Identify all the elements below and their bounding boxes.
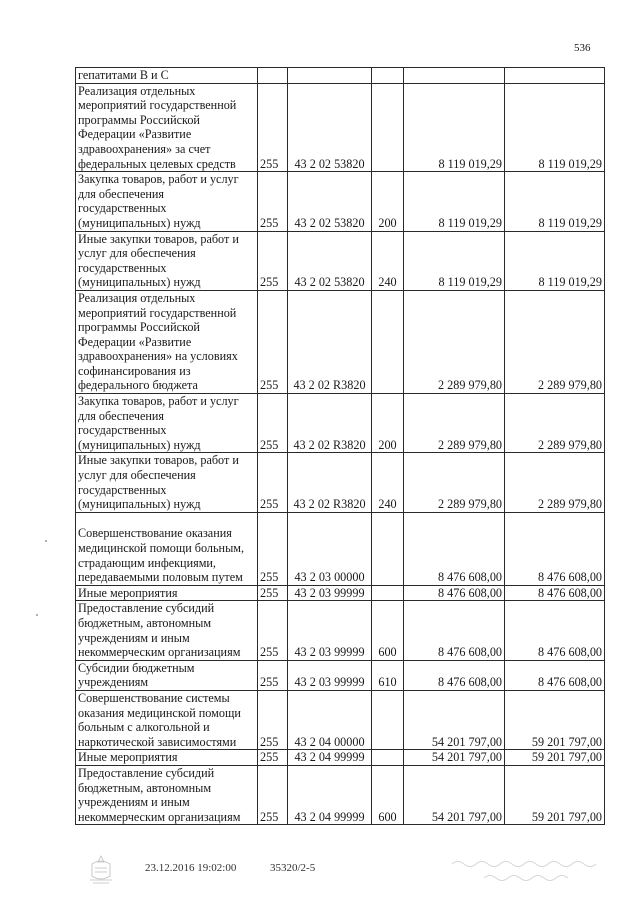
cell-name: Иные мероприятия	[76, 750, 258, 766]
cell-sum1: 8 119 019,29	[404, 231, 505, 290]
cell-sum2: 8 119 019,29	[505, 172, 605, 231]
cell-name: гепатитами В и С	[76, 68, 258, 84]
cell-name: Иные мероприятия	[76, 585, 258, 601]
cell-sum2: 59 201 797,00	[505, 690, 605, 749]
cell-ved: 255	[258, 172, 288, 231]
cell-vr: 610	[372, 660, 404, 690]
cell-vr	[372, 750, 404, 766]
cell-ved: 255	[258, 585, 288, 601]
cell-sum1: 8 476 608,00	[404, 585, 505, 601]
cell-code: 43 2 03 00000	[288, 512, 372, 585]
table-row	[76, 83, 605, 172]
cell-ved	[258, 68, 288, 84]
table-row	[76, 512, 605, 585]
table-row	[76, 585, 605, 601]
cell-ved: 255	[258, 601, 288, 660]
cell-ved: 255	[258, 690, 288, 749]
cell-vr	[372, 83, 404, 172]
cell-ved: 255	[258, 231, 288, 290]
cell-vr: 240	[372, 231, 404, 290]
cell-ved: 255	[258, 394, 288, 453]
cell-vr: 600	[372, 765, 404, 824]
cell-name: Предоставление субсидий бюджетным, автономным учреждениям и иным некоммерческим организациям	[76, 601, 258, 660]
cell-sum1: 8 476 608,00	[404, 512, 505, 585]
cell-name: Субсидии бюджетным учреждениям	[76, 660, 258, 690]
cell-name: Реализация отдельных мероприятий государственной программы Российской Федерации «Развитие здравоохранения» на условиях софинансирования из федерального бюджета	[76, 290, 258, 393]
cell-sum2: 8 476 608,00	[505, 601, 605, 660]
footer-doc-code: 35320/2-5	[270, 862, 316, 874]
cell-name: Иные закупки товаров, работ и услуг для обеспечения государственных (муниципальных) нужд	[76, 231, 258, 290]
cell-sum1: 2 289 979,80	[404, 394, 505, 453]
cell-vr	[372, 690, 404, 749]
cell-name: Реализация отдельных мероприятий государственной программы Российской Федерации «Развитие здравоохранения» за счет федеральных целевых средств	[76, 83, 258, 172]
cell-sum1: 2 289 979,80	[404, 290, 505, 393]
cell-sum1: 8 119 019,29	[404, 172, 505, 231]
table-row	[76, 453, 605, 512]
margin-mark	[45, 540, 47, 542]
cell-name: Предоставление субсидий бюджетным, автономным учреждениям и иным некоммерческим организациям	[76, 765, 258, 824]
cell-vr	[372, 585, 404, 601]
table-row	[76, 660, 605, 690]
table-row	[76, 68, 605, 84]
cell-code	[288, 68, 372, 84]
cell-name: Закупка товаров, работ и услуг для обеспечения государственных (муниципальных) нужд	[76, 172, 258, 231]
cell-sum1: 8 476 608,00	[404, 601, 505, 660]
cell-sum1	[404, 68, 505, 84]
table-row	[76, 394, 605, 453]
cell-code: 43 2 03 99999	[288, 601, 372, 660]
cell-sum1: 54 201 797,00	[404, 690, 505, 749]
cell-vr	[372, 68, 404, 84]
cell-ved: 255	[258, 453, 288, 512]
cell-vr: 200	[372, 172, 404, 231]
cell-vr: 240	[372, 453, 404, 512]
cell-code: 43 2 02 R3820	[288, 290, 372, 393]
cell-name: Иные закупки товаров, работ и услуг для обеспечения государственных (муниципальных) нужд	[76, 453, 258, 512]
cell-sum2: 8 119 019,29	[505, 83, 605, 172]
cell-ved: 255	[258, 765, 288, 824]
cell-sum2: 2 289 979,80	[505, 453, 605, 512]
cell-code: 43 2 02 53820	[288, 231, 372, 290]
table-row	[76, 750, 605, 766]
cell-sum2: 59 201 797,00	[505, 765, 605, 824]
cell-sum1: 8 119 019,29	[404, 83, 505, 172]
cell-sum2: 8 476 608,00	[505, 585, 605, 601]
cell-sum2: 2 289 979,80	[505, 290, 605, 393]
cell-name: Закупка товаров, работ и услуг для обеспечения государственных (муниципальных) нужд	[76, 394, 258, 453]
budget-table	[75, 67, 605, 825]
cell-sum1: 2 289 979,80	[404, 453, 505, 512]
cell-ved: 255	[258, 512, 288, 585]
cell-vr	[372, 290, 404, 393]
cell-ved: 255	[258, 750, 288, 766]
cell-name: Совершенствование оказания медицинской помощи больным, страдающим инфекциями, передаваемыми половым путем	[76, 512, 258, 585]
cell-sum1: 8 476 608,00	[404, 660, 505, 690]
cell-sum2: 59 201 797,00	[505, 750, 605, 766]
footer-date: 23.12.2016 19:02:00	[145, 862, 237, 874]
cell-code: 43 2 02 53820	[288, 172, 372, 231]
cell-code: 43 2 02 53820	[288, 83, 372, 172]
cell-sum1: 54 201 797,00	[404, 765, 505, 824]
cell-code: 43 2 04 00000	[288, 690, 372, 749]
table-row	[76, 690, 605, 749]
cell-code: 43 2 02 R3820	[288, 453, 372, 512]
table-row	[76, 290, 605, 393]
cell-name: Совершенствование системы оказания медицинской помощи больным с алкогольной и наркотической зависимостями	[76, 690, 258, 749]
cell-sum2: 8 476 608,00	[505, 660, 605, 690]
cell-code: 43 2 03 99999	[288, 660, 372, 690]
cell-code: 43 2 02 R3820	[288, 394, 372, 453]
cell-ved: 255	[258, 660, 288, 690]
cell-sum2: 8 119 019,29	[505, 231, 605, 290]
cell-sum2: 2 289 979,80	[505, 394, 605, 453]
cell-code: 43 2 04 99999	[288, 750, 372, 766]
table-body	[76, 68, 605, 825]
cell-code: 43 2 03 99999	[288, 585, 372, 601]
cell-vr: 600	[372, 601, 404, 660]
table-row	[76, 765, 605, 824]
cell-sum2	[505, 68, 605, 84]
cell-ved: 255	[258, 83, 288, 172]
cell-code: 43 2 04 99999	[288, 765, 372, 824]
margin-mark	[36, 614, 38, 616]
table-row	[76, 172, 605, 231]
cell-vr	[372, 512, 404, 585]
table-row	[76, 231, 605, 290]
watermark	[448, 856, 598, 890]
table-row	[76, 601, 605, 660]
cell-sum2: 8 476 608,00	[505, 512, 605, 585]
cell-vr: 200	[372, 394, 404, 453]
cell-sum1: 54 201 797,00	[404, 750, 505, 766]
cell-ved: 255	[258, 290, 288, 393]
page-number: 536	[574, 42, 591, 54]
emblem-stamp-icon	[84, 854, 118, 886]
